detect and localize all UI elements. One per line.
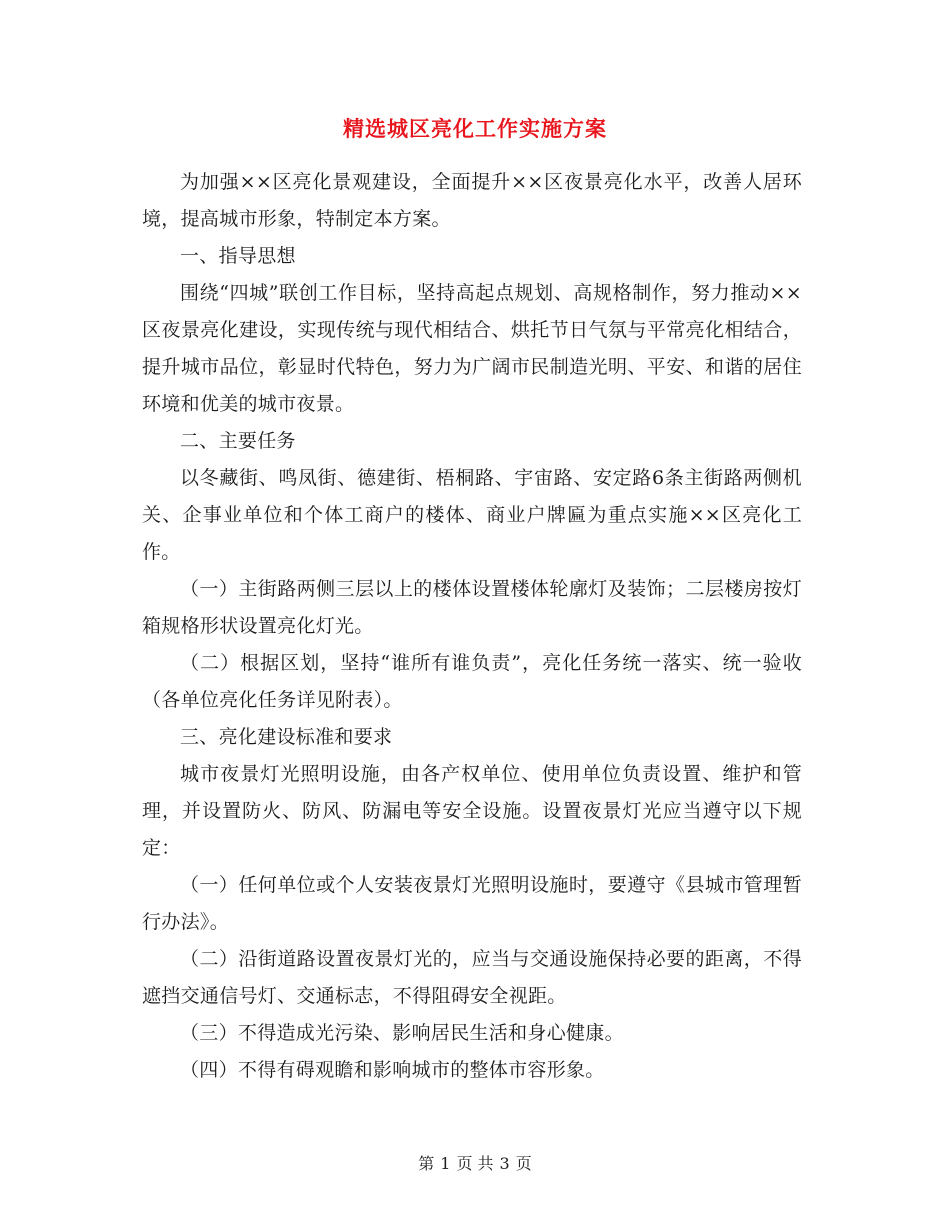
heading-main-tasks: 二、主要任务 (180, 430, 296, 452)
heading-guiding-ideology: 一、指导思想 (180, 245, 296, 267)
footer-mid: 页 共 (456, 1154, 494, 1173)
heading-standards: 三、亮化建设标准和要求 (180, 726, 393, 748)
paragraph-standards: 城市夜景灯光照明设施，由各产权单位、使用单位负责设置、维护和管理，并设置防火、防风、防漏电等安全设施。设置夜景灯光应当遵守以下规定： (142, 763, 802, 859)
paragraph-rule-2: （二）沿街道路设置夜景灯光的，应当与交通设施保持必要的距离，不得遮挡交通信号灯、交通标志，不得阻碍安全视距。 (142, 948, 802, 1007)
footer-prefix: 第 (418, 1154, 435, 1173)
document-body (142, 164, 802, 1089)
footer-suffix: 页 (515, 1154, 532, 1173)
paragraph-guiding-ideology: 围绕“四城”联创工作目标，坚持高起点规划、高规格制作，努力推动××区夜景亮化建设，实现传统与现代相结合、烘托节日气氛与平常亮化相结合，提升城市品位，彰显时代特色，努力为广阔市民制造光明、平安、和谐的居住环境和优美的城市夜景。 (142, 282, 802, 415)
document-title: 精选城区亮化工作实施方案 (343, 116, 607, 141)
paragraph-intro: 为加强××区亮化景观建设，全面提升××区夜景亮化水平，改善人居环境，提高城市形象，特制定本方案。 (142, 171, 802, 230)
footer-page-total: 3 (499, 1154, 510, 1173)
footer-page-current: 1 (440, 1154, 451, 1173)
paragraph-rule-3: （三）不得造成光污染、影响居民生活和身心健康。 (180, 1022, 624, 1044)
paragraph-task-1: （一）主街路两侧三层以上的楼体设置楼体轮廓灯及装饰；二层楼房按灯箱规格形状设置亮化灯光。 (142, 578, 802, 637)
page-footer (0, 1153, 950, 1175)
paragraph-rule-1: （一）任何单位或个人安装夜景灯光照明设施时，要遵守《县城市管理暂行办法》。 (142, 874, 802, 933)
paragraph-main-tasks: 以冬藏街、鸣凤街、德建街、梧桐路、宇宙路、安定路6条主街路两侧机关、企事业单位和个体工商户的楼体、商业户牌匾为重点实施××区亮化工作。 (142, 467, 802, 563)
paragraph-rule-4: （四）不得有碍观瞻和影响城市的整体市容形象。 (180, 1059, 605, 1081)
paragraph-task-2: （二）根据区划，坚持“谁所有谁负责”，亮化任务统一落实、统一验收（各单位亮化任务详见附表）。 (142, 652, 802, 711)
